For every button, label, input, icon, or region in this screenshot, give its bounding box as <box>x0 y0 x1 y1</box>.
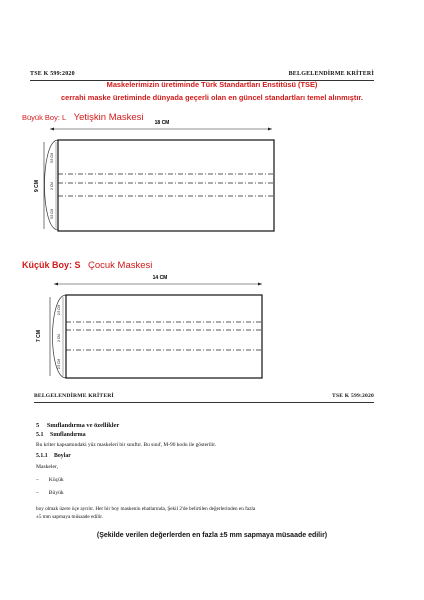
small-width-dimension: 14 CM <box>152 275 168 281</box>
standard-code-top: TSE K 599:2020 <box>30 71 75 77</box>
small-height-dimension: 7 CM <box>36 330 42 342</box>
tolerance-note: (Şekilde verilen değerlerden en fazla ±5 mm sapmaya müsaade edilir) <box>96 532 328 539</box>
tse-notice-line2: cerrahi maske üretiminde dünyada geçerli olan en güncel standartları temel alınmıştır. <box>61 93 363 102</box>
large-width-dimension: 18 CM <box>154 120 170 126</box>
subsection-title: Sınıflandırma <box>50 432 86 438</box>
subsubsection-heading <box>36 453 71 459</box>
small-side-dim-bottom: 2.5 CM <box>57 358 61 370</box>
small-width-arrowhead-right <box>258 283 262 286</box>
document-type-bottom: BELGELENDİRME KRİTERİ <box>34 393 114 399</box>
document-type-top: BELGELENDİRME KRİTERİ <box>288 71 374 77</box>
paragraph-line-2: ±5 mm sapmaya müsaade edilir. <box>36 514 103 520</box>
section-number: 5 <box>36 422 40 429</box>
large-size-name: Yetişkin Maskesi <box>73 112 144 123</box>
section-title: Sınıflandırma ve özellikler <box>46 422 120 429</box>
section-heading <box>36 422 119 429</box>
large-size-prefix: Büyük Boy: L <box>22 113 67 122</box>
subsubsection-title: Boylar <box>54 453 71 459</box>
paragraph-line-1: boy olmak üzere üçe ayrılır. Her bir boy maskenin ebatlarında, Şekil 2'de belirtilen değerlerinden en fazla <box>36 506 256 512</box>
standard-code-bottom: TSE K 599:2020 <box>332 393 374 399</box>
large-side-dim-middle: 2 CM <box>50 182 54 190</box>
small-side-dim-middle: 2 CM <box>57 334 61 342</box>
subsection-number: 5.1 <box>36 432 44 438</box>
large-side-dim-top: 3.5 CM <box>50 152 54 164</box>
subsection-heading <box>36 432 86 438</box>
list-item: – Küçük <box>36 477 64 483</box>
large-height-dimension: 9 CM <box>34 180 40 192</box>
small-side-dim-top: 2.5 CM <box>57 304 61 316</box>
large-side-dim-bottom: 3.5 CM <box>50 208 54 220</box>
subsection-text: Bu kriter kapsamındaki yüz maskeleri bir sınıftır. Bu sınıf, M-90 kodu ile gösterilir. <box>36 442 217 448</box>
header-rule-bottom <box>34 402 374 403</box>
list-intro: Maskeler, <box>36 464 58 470</box>
small-size-name: Çocuk Maskesi <box>87 260 153 271</box>
small-mask-body <box>66 295 262 378</box>
tse-notice-line1: Maskelerimizin üretiminde Türk Standartları Enstitüsü (TSE) <box>106 80 318 89</box>
small-size-prefix: Küçük Boy: S <box>22 260 81 270</box>
subsubsection-number: 5.1.1 <box>36 453 48 459</box>
list-item: – Büyük <box>36 490 64 496</box>
small-width-arrowhead-left <box>54 283 58 286</box>
